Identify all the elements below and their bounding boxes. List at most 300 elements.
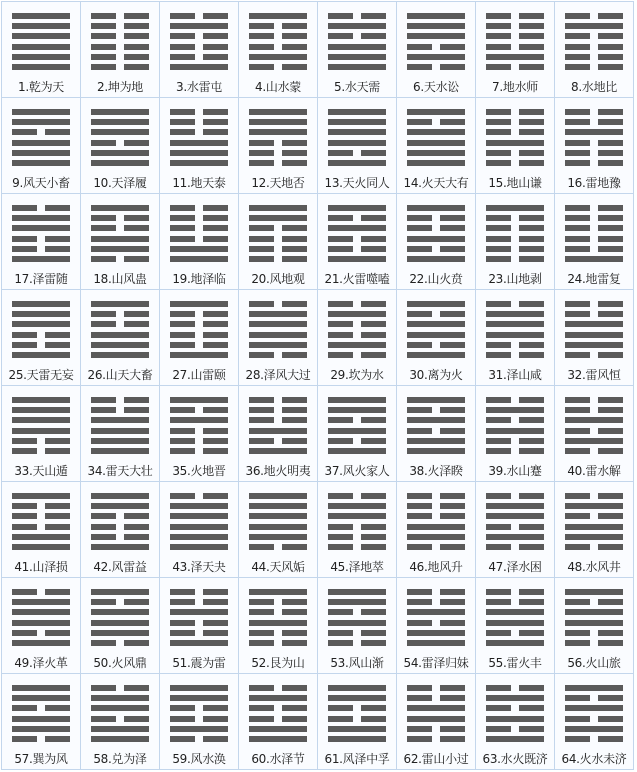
hexagram-label[interactable]: 25.天雷无妄: [8, 368, 74, 382]
yin-line: [91, 23, 149, 29]
yin-line: [170, 448, 228, 454]
yang-line: [170, 301, 228, 307]
hexagram-label[interactable]: 55.雷火丰: [488, 656, 542, 670]
yang-line: [170, 397, 228, 403]
hexagram-label[interactable]: 39.水山蹇: [488, 464, 542, 478]
hexagram-label[interactable]: 14.火天大有: [403, 176, 469, 190]
hexagram-label[interactable]: 24.地雷复: [567, 272, 621, 286]
hexagram-label[interactable]: 51.震为雷: [172, 656, 226, 670]
yang-line: [328, 620, 386, 626]
yin-line: [565, 352, 623, 358]
hexagram-symbol-icon: [12, 205, 70, 262]
yang-line: [12, 321, 70, 327]
hexagram-label[interactable]: 59.风水涣: [172, 752, 226, 766]
hexagram-label[interactable]: 6.天水讼: [413, 80, 459, 94]
yin-line: [12, 630, 70, 636]
hexagram-label[interactable]: 26.山天大畜: [87, 368, 153, 382]
hexagram-symbol-icon: [249, 685, 307, 742]
hexagram-symbol-icon: [565, 685, 623, 742]
yin-line: [328, 524, 386, 530]
yin-line: [565, 236, 623, 242]
hexagram-cell[interactable]: [397, 2, 475, 97]
hexagram-label[interactable]: 64.火水未济: [561, 752, 627, 766]
hexagram-symbol-icon: [407, 397, 465, 454]
hexagram-label[interactable]: 38.火泽睽: [409, 464, 463, 478]
hexagram-label[interactable]: 7.地水师: [492, 80, 538, 94]
hexagram-label[interactable]: 11.地天泰: [172, 176, 226, 190]
hexagram-symbol-icon: [486, 589, 544, 646]
yang-line: [407, 438, 465, 444]
hexagram-label[interactable]: 44.天风姤: [251, 560, 305, 574]
hexagram-label[interactable]: 1.乾为天: [18, 80, 64, 94]
yang-line: [91, 301, 149, 307]
yang-line: [407, 205, 465, 211]
hexagram-label[interactable]: 48.水风井: [567, 560, 621, 574]
hexagram-cell[interactable]: [555, 674, 633, 769]
hexagram-symbol-icon: [565, 109, 623, 166]
yang-line: [249, 493, 307, 499]
hexagram-label[interactable]: 36.地火明夷: [245, 464, 311, 478]
hexagram-symbol-icon: [91, 493, 149, 550]
yin-line: [328, 438, 386, 444]
yin-line: [249, 236, 307, 242]
yin-line: [486, 544, 544, 550]
hexagram-cell[interactable]: [239, 290, 317, 385]
yin-line: [486, 225, 544, 231]
yin-line: [407, 685, 465, 691]
hexagram-cell[interactable]: [239, 674, 317, 769]
yang-line: [565, 129, 623, 135]
yang-line: [170, 140, 228, 146]
hexagram-cell[interactable]: [318, 290, 396, 385]
hexagram-cell[interactable]: [555, 194, 633, 289]
hexagram-symbol-icon: [91, 685, 149, 742]
yang-line: [170, 150, 228, 156]
yin-line: [249, 150, 307, 156]
yin-line: [249, 23, 307, 29]
yang-line: [12, 119, 70, 125]
yin-line: [249, 352, 307, 358]
yin-line: [91, 13, 149, 19]
hexagram-cell[interactable]: [318, 2, 396, 97]
hexagram-label[interactable]: 61.风泽中孚: [324, 752, 390, 766]
yang-line: [249, 503, 307, 509]
yin-line: [328, 705, 386, 711]
hexagram-cell[interactable]: [81, 578, 159, 673]
yin-line: [170, 705, 228, 711]
yin-line: [249, 160, 307, 166]
yin-line: [565, 160, 623, 166]
yang-line: [170, 503, 228, 509]
hexagram-cell[interactable]: [318, 194, 396, 289]
hexagram-cell[interactable]: [160, 2, 238, 97]
hexagram-label[interactable]: 10.天泽履: [93, 176, 147, 190]
yang-line: [486, 311, 544, 317]
yin-line: [407, 44, 465, 50]
yang-line: [12, 726, 70, 732]
yin-line: [91, 215, 149, 221]
yang-line: [12, 44, 70, 50]
yin-line: [170, 493, 228, 499]
hexagram-cell[interactable]: [397, 482, 475, 577]
yin-line: [328, 716, 386, 722]
hexagram-cell[interactable]: [397, 194, 475, 289]
yang-line: [407, 448, 465, 454]
yin-line: [565, 64, 623, 70]
hexagram-label[interactable]: 60.水泽节: [251, 752, 305, 766]
hexagram-symbol-icon: [12, 685, 70, 742]
hexagram-cell[interactable]: [239, 482, 317, 577]
yang-line: [328, 448, 386, 454]
hexagram-cell[interactable]: [318, 482, 396, 577]
hexagram-label[interactable]: 58.兑为泽: [93, 752, 147, 766]
yin-line: [91, 64, 149, 70]
hexagram-cell[interactable]: [160, 290, 238, 385]
yin-line: [249, 630, 307, 636]
yang-line: [12, 407, 70, 413]
hexagram-label[interactable]: 17.泽雷随: [14, 272, 68, 286]
hexagram-label[interactable]: 4.山水蒙: [255, 80, 301, 94]
yang-line: [249, 695, 307, 701]
yang-line: [328, 407, 386, 413]
hexagram-cell[interactable]: [160, 194, 238, 289]
yin-line: [328, 609, 386, 615]
hexagram-cell[interactable]: [476, 578, 554, 673]
hexagram-label[interactable]: 50.火风鼎: [93, 656, 147, 670]
yang-line: [407, 705, 465, 711]
hexagram-label[interactable]: 56.火山旅: [567, 656, 621, 670]
hexagram-cell[interactable]: [160, 482, 238, 577]
yang-line: [328, 685, 386, 691]
hexagram-label[interactable]: 33.天山遁: [14, 464, 68, 478]
hexagram-symbol-icon: [407, 109, 465, 166]
hexagram-label[interactable]: 5.水天需: [334, 80, 380, 94]
hexagram-cell[interactable]: [555, 386, 633, 481]
hexagram-symbol-icon: [249, 205, 307, 262]
yang-line: [91, 503, 149, 509]
hexagram-label[interactable]: 29.坎为水: [330, 368, 384, 382]
hexagram-cell[interactable]: [476, 482, 554, 577]
yin-line: [91, 640, 149, 646]
hexagram-cell[interactable]: [2, 482, 80, 577]
hexagram-cell[interactable]: [2, 290, 80, 385]
hexagram-symbol-icon: [486, 109, 544, 166]
yin-line: [565, 513, 623, 519]
hexagram-label[interactable]: 37.风火家人: [324, 464, 390, 478]
hexagram-cell[interactable]: [476, 194, 554, 289]
yang-line: [12, 13, 70, 19]
yin-line: [565, 493, 623, 499]
yang-line: [170, 513, 228, 519]
hexagram-cell[interactable]: [239, 2, 317, 97]
yin-line: [170, 342, 228, 348]
yin-line: [486, 448, 544, 454]
hexagram-label[interactable]: 20.风地观: [251, 272, 305, 286]
yin-line: [249, 140, 307, 146]
yang-line: [170, 524, 228, 530]
hexagram-label[interactable]: 21.火雷噬嗑: [324, 272, 390, 286]
hexagram-cell[interactable]: [318, 578, 396, 673]
yin-line: [486, 301, 544, 307]
hexagram-cell[interactable]: [160, 386, 238, 481]
yin-line: [12, 246, 70, 252]
hexagram-label[interactable]: 28.泽风大过: [245, 368, 311, 382]
hexagram-symbol-icon: [249, 13, 307, 70]
hexagram-symbol-icon: [328, 397, 386, 454]
yang-line: [565, 438, 623, 444]
yin-line: [486, 493, 544, 499]
yin-line: [91, 311, 149, 317]
yang-line: [407, 640, 465, 646]
yang-line: [12, 33, 70, 39]
yang-line: [12, 64, 70, 70]
yin-line: [170, 311, 228, 317]
hexagram-cell[interactable]: [160, 98, 238, 193]
hexagram-cell[interactable]: [239, 194, 317, 289]
yin-line: [486, 160, 544, 166]
hexagram-symbol-icon: [407, 205, 465, 262]
hexagram-cell[interactable]: [2, 386, 80, 481]
yin-line: [407, 215, 465, 221]
yang-line: [328, 140, 386, 146]
hexagram-cell[interactable]: [81, 194, 159, 289]
hexagram-cell[interactable]: [555, 98, 633, 193]
hexagram-label[interactable]: 31.泽山咸: [488, 368, 542, 382]
hexagram-symbol-icon: [12, 109, 70, 166]
hexagram-label[interactable]: 52.艮为山: [251, 656, 305, 670]
yin-line: [407, 503, 465, 509]
yang-line: [565, 685, 623, 691]
yang-line: [249, 342, 307, 348]
hexagram-label[interactable]: 54.雷泽归妹: [403, 656, 469, 670]
yin-line: [91, 513, 149, 519]
hexagram-cell[interactable]: [318, 98, 396, 193]
yang-line: [407, 256, 465, 262]
yin-line: [12, 448, 70, 454]
hexagram-label[interactable]: 34.雷天大壮: [87, 464, 153, 478]
yin-line: [565, 695, 623, 701]
yin-line: [407, 493, 465, 499]
yang-line: [91, 726, 149, 732]
hexagram-label[interactable]: 62.雷山小过: [403, 752, 469, 766]
yin-line: [565, 407, 623, 413]
yang-line: [565, 705, 623, 711]
hexagram-label[interactable]: 27.山雷颐: [172, 368, 226, 382]
yang-line: [12, 23, 70, 29]
hexagram-symbol-icon: [249, 109, 307, 166]
hexagram-cell[interactable]: [555, 290, 633, 385]
hexagram-cell[interactable]: [476, 386, 554, 481]
hexagram-symbol-icon: [91, 589, 149, 646]
yin-line: [170, 407, 228, 413]
hexagram-cell[interactable]: [397, 290, 475, 385]
yin-line: [170, 589, 228, 595]
yin-line: [407, 599, 465, 605]
hexagram-cell[interactable]: [160, 674, 238, 769]
yang-line: [249, 13, 307, 19]
yang-line: [12, 397, 70, 403]
yang-line: [407, 129, 465, 135]
yin-line: [407, 544, 465, 550]
yin-line: [565, 140, 623, 146]
hexagram-label[interactable]: 40.雷水解: [567, 464, 621, 478]
yin-line: [407, 225, 465, 231]
yang-line: [12, 150, 70, 156]
hexagram-cell[interactable]: [555, 2, 633, 97]
hexagram-cell[interactable]: [81, 290, 159, 385]
yang-line: [328, 23, 386, 29]
yin-line: [565, 150, 623, 156]
yang-line: [407, 160, 465, 166]
hexagram-label[interactable]: 46.地风升: [409, 560, 463, 574]
hexagram-cell[interactable]: [397, 578, 475, 673]
yin-line: [565, 301, 623, 307]
yang-line: [565, 321, 623, 327]
yin-line: [249, 246, 307, 252]
hexagram-label[interactable]: 22.山火贲: [409, 272, 463, 286]
hexagram-label[interactable]: 18.山风蛊: [93, 272, 147, 286]
hexagram-cell[interactable]: [318, 386, 396, 481]
hexagram-cell[interactable]: [81, 98, 159, 193]
yang-line: [565, 417, 623, 423]
yin-line: [486, 599, 544, 605]
hexagram-label[interactable]: 16.雷地豫: [567, 176, 621, 190]
hexagram-label[interactable]: 43.泽天夬: [172, 560, 226, 574]
yin-line: [486, 524, 544, 530]
hexagram-symbol-icon: [12, 13, 70, 70]
hexagram-symbol-icon: [565, 397, 623, 454]
hexagram-label[interactable]: 41.山泽损: [14, 560, 68, 574]
hexagram-label[interactable]: 35.火地晋: [172, 464, 226, 478]
hexagram-label[interactable]: 42.风雷益: [93, 560, 147, 574]
hexagram-cell[interactable]: [239, 98, 317, 193]
hexagram-label[interactable]: 19.地泽临: [172, 272, 226, 286]
yin-line: [486, 33, 544, 39]
hexagram-label[interactable]: 57.巽为风: [14, 752, 68, 766]
yin-line: [170, 13, 228, 19]
yin-line: [249, 256, 307, 262]
yin-line: [12, 503, 70, 509]
yin-line: [170, 54, 228, 60]
yin-line: [486, 352, 544, 358]
hexagram-cell[interactable]: [81, 482, 159, 577]
hexagram-label[interactable]: 63.水火既济: [482, 752, 548, 766]
yang-line: [170, 23, 228, 29]
yang-line: [407, 321, 465, 327]
yang-line: [91, 695, 149, 701]
yang-line: [328, 119, 386, 125]
yin-line: [565, 630, 623, 636]
hexagram-cell[interactable]: [476, 2, 554, 97]
yang-line: [91, 620, 149, 626]
yang-line: [328, 503, 386, 509]
hexagram-cell[interactable]: [318, 674, 396, 769]
yin-line: [12, 129, 70, 135]
hexagram-cell[interactable]: [476, 674, 554, 769]
yang-line: [170, 685, 228, 691]
yang-line: [328, 726, 386, 732]
yin-line: [170, 33, 228, 39]
yin-line: [91, 685, 149, 691]
hexagram-cell[interactable]: [555, 578, 633, 673]
yin-line: [170, 129, 228, 135]
hexagram-label[interactable]: 23.山地剥: [488, 272, 542, 286]
hexagram-cell[interactable]: [397, 674, 475, 769]
hexagram-symbol-icon: [407, 493, 465, 550]
yin-line: [328, 352, 386, 358]
hexagram-cell[interactable]: [160, 578, 238, 673]
hexagram-cell[interactable]: [2, 674, 80, 769]
hexagram-symbol-icon: [328, 205, 386, 262]
hexagram-symbol-icon: [12, 589, 70, 646]
hexagram-cell[interactable]: [2, 98, 80, 193]
hexagram-cell[interactable]: [2, 2, 80, 97]
yang-line: [407, 332, 465, 338]
yang-line: [486, 54, 544, 60]
hexagram-cell[interactable]: [239, 578, 317, 673]
hexagram-cell[interactable]: [239, 386, 317, 481]
hexagram-cell[interactable]: [81, 674, 159, 769]
hexagram-cell[interactable]: [397, 386, 475, 481]
hexagram-symbol-icon: [170, 685, 228, 742]
yin-line: [170, 428, 228, 434]
hexagram-label[interactable]: 3.水雷屯: [176, 80, 222, 94]
yin-line: [170, 716, 228, 722]
hexagram-label[interactable]: 9.风天小畜: [12, 176, 70, 190]
yin-line: [486, 64, 544, 70]
hexagram-label[interactable]: 49.泽火革: [14, 656, 68, 670]
hexagram-cell[interactable]: [397, 98, 475, 193]
hexagram-label[interactable]: 32.雷风恒: [567, 368, 621, 382]
hexagram-label[interactable]: 2.坤为地: [97, 80, 143, 94]
yin-line: [328, 33, 386, 39]
yin-line: [407, 119, 465, 125]
yang-line: [565, 256, 623, 262]
yin-line: [407, 246, 465, 252]
hexagram-label[interactable]: 53.风山渐: [330, 656, 384, 670]
hexagram-label[interactable]: 15.地山谦: [488, 176, 542, 190]
yin-line: [486, 726, 544, 732]
hexagram-label[interactable]: 12.天地否: [251, 176, 305, 190]
hexagram-label[interactable]: 30.离为火: [409, 368, 463, 382]
hexagram-cell[interactable]: [555, 482, 633, 577]
hexagram-cell[interactable]: [476, 98, 554, 193]
hexagram-cell[interactable]: [2, 578, 80, 673]
yang-line: [486, 620, 544, 626]
yin-line: [170, 620, 228, 626]
hexagram-cell[interactable]: [476, 290, 554, 385]
hexagram-cell[interactable]: [81, 386, 159, 481]
yang-line: [170, 534, 228, 540]
hexagram-label[interactable]: 13.天火同人: [324, 176, 390, 190]
yin-line: [565, 205, 623, 211]
hexagram-cell[interactable]: [81, 2, 159, 97]
hexagram-label[interactable]: 47.泽水困: [488, 560, 542, 574]
yang-line: [249, 129, 307, 135]
yin-line: [328, 640, 386, 646]
yang-line: [249, 215, 307, 221]
hexagram-symbol-icon: [486, 493, 544, 550]
yang-line: [249, 534, 307, 540]
yang-line: [328, 54, 386, 60]
hexagram-label[interactable]: 45.泽地萃: [330, 560, 384, 574]
hexagram-cell[interactable]: [2, 194, 80, 289]
hexagram-label[interactable]: 8.水地比: [571, 80, 617, 94]
yang-line: [328, 64, 386, 70]
yin-line: [407, 695, 465, 701]
yin-line: [486, 397, 544, 403]
yang-line: [91, 342, 149, 348]
